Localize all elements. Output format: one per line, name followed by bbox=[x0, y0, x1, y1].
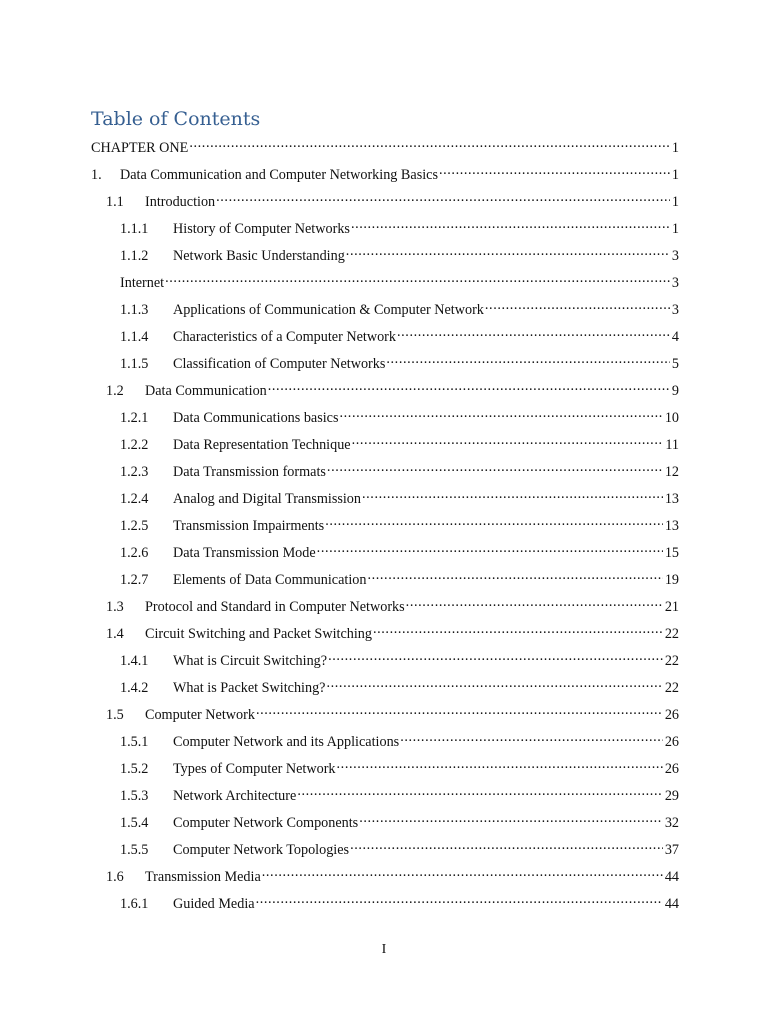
toc-entry-page: 3 bbox=[671, 302, 679, 318]
toc-entry-label: Network Basic Understanding bbox=[173, 248, 345, 264]
toc-entry-number: 1.5.1 bbox=[120, 734, 149, 750]
toc-entry-label: Computer Network Topologies bbox=[173, 842, 350, 858]
toc-entry-label: Circuit Switching and Packet Switching bbox=[145, 626, 372, 642]
toc-entry-number: 1.2.5 bbox=[120, 518, 149, 534]
toc-entry-number: 1.2 bbox=[106, 383, 124, 399]
toc-entry-page: 13 bbox=[664, 518, 679, 534]
toc-entry-page: 44 bbox=[664, 896, 679, 912]
toc-entry-label: Data Communication and Computer Networking Basics bbox=[120, 167, 438, 183]
toc-entry-label: Computer Network and its Applications bbox=[173, 734, 400, 750]
toc-entry-page: 37 bbox=[664, 842, 679, 858]
toc-entry-page: 3 bbox=[671, 248, 679, 264]
toc-entry[interactable] bbox=[91, 405, 679, 426]
toc-dot-leader bbox=[485, 297, 670, 314]
toc-entry-page: 1 bbox=[671, 140, 679, 156]
toc-entry-label: Data Transmission formats bbox=[173, 464, 326, 480]
toc-entry-page: 9 bbox=[671, 383, 679, 399]
toc-entry-page: 12 bbox=[664, 464, 679, 480]
toc-entry-page: 26 bbox=[664, 734, 679, 750]
toc-entry-number: 1. bbox=[91, 167, 102, 183]
toc-entry-page: 22 bbox=[664, 626, 679, 642]
toc-entry-page: 11 bbox=[665, 437, 679, 453]
toc-dot-leader bbox=[373, 621, 663, 638]
toc-entry[interactable] bbox=[91, 162, 679, 183]
toc-entry-label: Classification of Computer Networks bbox=[173, 356, 386, 372]
toc-entry[interactable] bbox=[91, 243, 679, 264]
toc-entry[interactable] bbox=[91, 324, 679, 345]
toc-entry[interactable] bbox=[91, 837, 679, 858]
toc-entry-label: Internet bbox=[120, 275, 165, 291]
toc-entry-page: 22 bbox=[664, 653, 679, 669]
toc-entry[interactable] bbox=[91, 864, 679, 885]
toc-entry-number: 1.4.1 bbox=[120, 653, 149, 669]
toc-entry[interactable] bbox=[91, 297, 679, 318]
toc-entry-label: CHAPTER ONE bbox=[91, 140, 189, 156]
toc-dot-leader bbox=[359, 810, 663, 827]
toc-entry-page: 21 bbox=[664, 599, 679, 615]
toc-entry[interactable] bbox=[91, 189, 679, 210]
toc-entry-number: 1.5.3 bbox=[120, 788, 149, 804]
toc-entry-number: 1.1.2 bbox=[120, 248, 149, 264]
toc-entry-number: 1.2.6 bbox=[120, 545, 149, 561]
toc-entry-page: 1 bbox=[671, 194, 679, 210]
toc-entry[interactable] bbox=[91, 594, 679, 615]
toc-entry-number: 1.1.5 bbox=[120, 356, 149, 372]
toc-entry-number: 1.5.2 bbox=[120, 761, 149, 777]
toc-entry-number: 1.2.4 bbox=[120, 491, 149, 507]
toc-entry-label: Applications of Communication & Computer Network bbox=[173, 302, 484, 318]
toc-dot-leader bbox=[400, 729, 663, 746]
toc-entry-label: Characteristics of a Computer Network bbox=[173, 329, 396, 345]
toc-entry-page: 29 bbox=[664, 788, 679, 804]
toc-entry[interactable] bbox=[91, 567, 679, 588]
toc-entry-number: 1.6.1 bbox=[120, 896, 149, 912]
toc-entry-label: Network Architecture bbox=[173, 788, 297, 804]
toc-entry[interactable] bbox=[91, 540, 679, 561]
toc-entry-label: Computer Network bbox=[145, 707, 255, 723]
toc-entry-label: Introduction bbox=[145, 194, 216, 210]
toc-entry-page: 1 bbox=[671, 167, 679, 183]
toc-entry-label: Computer Network Components bbox=[173, 815, 359, 831]
toc-entry-number: 1.5.4 bbox=[120, 815, 149, 831]
toc-entry-label: What is Packet Switching? bbox=[173, 680, 326, 696]
toc-dot-leader bbox=[367, 567, 662, 584]
toc-dot-leader bbox=[350, 837, 663, 854]
toc-dot-leader bbox=[346, 243, 670, 260]
toc-dot-leader bbox=[256, 702, 663, 719]
toc-entry-page: 19 bbox=[664, 572, 679, 588]
toc-entry[interactable] bbox=[91, 810, 679, 831]
toc-dot-leader bbox=[326, 675, 662, 692]
toc-entry-number: 1.1.4 bbox=[120, 329, 149, 345]
toc-entry-label: Elements of Data Communication bbox=[173, 572, 367, 588]
toc-dot-leader bbox=[328, 648, 663, 665]
toc-entry-number: 1.4.2 bbox=[120, 680, 149, 696]
toc-entry[interactable] bbox=[91, 702, 679, 723]
toc-dot-leader bbox=[189, 135, 670, 152]
toc-dot-leader bbox=[317, 540, 663, 557]
toc-entry-number: 1.5.5 bbox=[120, 842, 149, 858]
toc-entry-label: Analog and Digital Transmission bbox=[173, 491, 361, 507]
toc-entry[interactable] bbox=[91, 432, 679, 453]
toc-entry-label: Transmission Impairments bbox=[173, 518, 325, 534]
toc-heading: Table of Contents bbox=[91, 108, 261, 130]
toc-entry-page: 13 bbox=[664, 491, 679, 507]
toc-entry-page: 22 bbox=[664, 680, 679, 696]
toc-entry-label: Data Representation Technique bbox=[173, 437, 351, 453]
toc-dot-leader bbox=[297, 783, 663, 800]
toc-entry-label: Data Transmission Mode bbox=[173, 545, 316, 561]
toc-dot-leader bbox=[325, 513, 663, 530]
toc-entry[interactable] bbox=[91, 621, 679, 642]
toc-entry-number: 1.5 bbox=[106, 707, 124, 723]
toc-dot-leader bbox=[216, 189, 670, 206]
toc-entry-label: Types of Computer Network bbox=[173, 761, 336, 777]
toc-entry-number: 1.2.3 bbox=[120, 464, 149, 480]
toc-entry-page: 44 bbox=[664, 869, 679, 885]
toc-entry-number: 1.3 bbox=[106, 599, 124, 615]
toc-entry-number: 1.4 bbox=[106, 626, 124, 642]
toc-entry-label: Data Communication bbox=[145, 383, 267, 399]
toc-entry[interactable] bbox=[91, 756, 679, 777]
page-number: I bbox=[381, 942, 387, 957]
toc-dot-leader bbox=[337, 756, 663, 773]
toc-entry-label: Transmission Media bbox=[145, 869, 261, 885]
toc-entry[interactable] bbox=[91, 351, 679, 372]
toc-entry-page: 10 bbox=[664, 410, 679, 426]
toc-entry[interactable] bbox=[91, 135, 679, 156]
toc-dot-leader bbox=[397, 324, 670, 341]
toc-entry-page: 32 bbox=[664, 815, 679, 831]
toc-entry-label: Protocol and Standard in Computer Networks bbox=[145, 599, 405, 615]
toc-dot-leader bbox=[351, 216, 670, 233]
toc-entry[interactable] bbox=[91, 729, 679, 750]
toc-entry-page: 4 bbox=[671, 329, 679, 345]
toc-entry-page: 15 bbox=[664, 545, 679, 561]
toc-entry[interactable] bbox=[91, 648, 679, 669]
toc-entry-number: 1.1 bbox=[106, 194, 124, 210]
toc-dot-leader bbox=[256, 891, 663, 908]
toc-entry[interactable] bbox=[91, 270, 679, 291]
toc-dot-leader bbox=[165, 270, 670, 287]
toc-dot-leader bbox=[406, 594, 663, 611]
toc-entry-label: What is Circuit Switching? bbox=[173, 653, 328, 669]
toc-entry-label: History of Computer Networks bbox=[173, 221, 350, 237]
toc-entry-label: Data Communications basics bbox=[173, 410, 339, 426]
toc-entry[interactable] bbox=[91, 513, 679, 534]
toc-entry-number: 1.2.7 bbox=[120, 572, 149, 588]
toc-entry-page: 5 bbox=[671, 356, 679, 372]
toc-entry[interactable] bbox=[91, 891, 679, 912]
toc-entry-number: 1.1.3 bbox=[120, 302, 149, 318]
toc-dot-leader bbox=[362, 486, 663, 503]
toc-entry-number: 1.1.1 bbox=[120, 221, 149, 237]
toc-entry[interactable] bbox=[91, 378, 679, 399]
toc-entry-page: 1 bbox=[671, 221, 679, 237]
toc-dot-leader bbox=[327, 459, 663, 476]
toc-dot-leader bbox=[340, 405, 663, 422]
toc-entry-label: Guided Media bbox=[173, 896, 255, 912]
toc-entry-number: 1.2.1 bbox=[120, 410, 149, 426]
toc-entry[interactable] bbox=[91, 486, 679, 507]
toc-entry[interactable] bbox=[91, 216, 679, 237]
toc-dot-leader bbox=[268, 378, 670, 395]
toc-dot-leader bbox=[262, 864, 663, 881]
toc-entry-number: 1.6 bbox=[106, 869, 124, 885]
toc-entry-page: 26 bbox=[664, 761, 679, 777]
toc-dot-leader bbox=[439, 162, 670, 179]
toc-entry[interactable] bbox=[91, 459, 679, 480]
toc-entry-page: 26 bbox=[664, 707, 679, 723]
toc-entry[interactable] bbox=[91, 675, 679, 696]
toc-dot-leader bbox=[386, 351, 670, 368]
toc-entry-page: 3 bbox=[671, 275, 679, 291]
toc-entry[interactable] bbox=[91, 783, 679, 804]
toc-dot-leader bbox=[352, 432, 664, 449]
toc-entry-number: 1.2.2 bbox=[120, 437, 149, 453]
